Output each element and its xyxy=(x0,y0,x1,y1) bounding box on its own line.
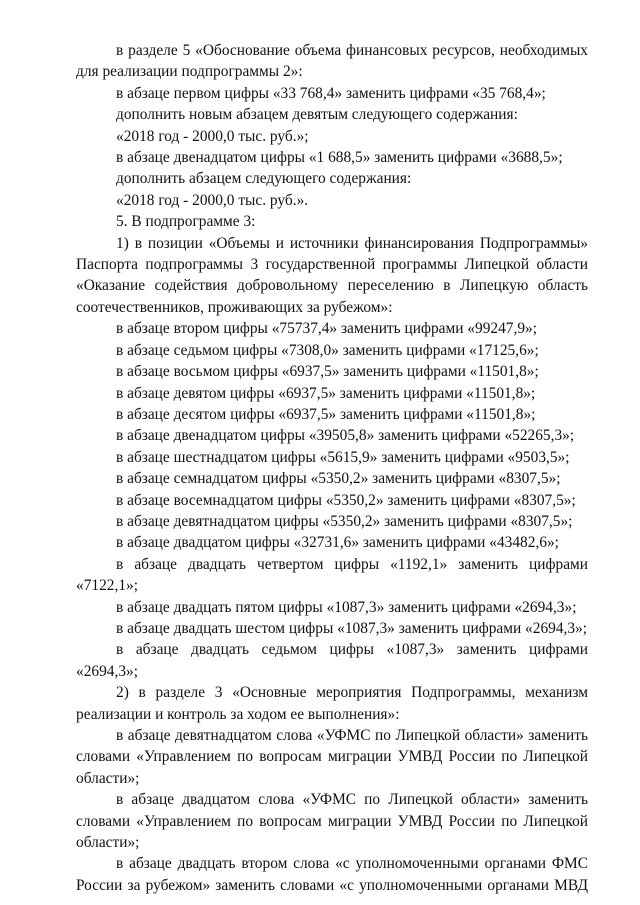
paragraph: 2) в разделе 3 «Основные мероприятия Подпрограммы, механизм реализации и контроль за ходом ее выполнения»: xyxy=(76,684,588,723)
paragraph: дополнить новым абзацем девятым следующего содержания: xyxy=(116,106,518,124)
paragraph: в разделе 5 «Обоснование объема финансовых ресурсов, необходимых для реализации подпрограммы 2»: xyxy=(76,42,588,81)
paragraph: в абзаце семнадцатом цифры «5350,2» заменить цифрами «8307,5»; xyxy=(116,470,561,488)
paragraph: в абзаце восьмом цифры «6937,5» заменить цифрами «11501,8»; xyxy=(116,363,539,381)
paragraph: в абзаце девятом цифры «6937,5» заменить цифрами «11501,8»; xyxy=(116,384,536,402)
paragraph: в абзаце двадцать шестом цифры «1087,3» заменить цифрами «2694,3»; xyxy=(116,619,588,637)
paragraph: в абзаце шестнадцатом цифры «5615,9» заменить цифрами «9503,5»; xyxy=(116,448,570,466)
paragraph: в абзаце двенадцатом цифры «39505,8» заменить цифрами «52265,3»; xyxy=(116,427,575,445)
paragraph: «2018 год - 2000,0 тыс. руб.»; xyxy=(116,127,309,145)
paragraph: в абзаце десятом цифры «6937,5» заменить цифрами «11501,8»; xyxy=(116,405,536,423)
paragraph: в абзаце двенадцатом цифры «1 688,5» заменить цифрами «3688,5»; xyxy=(116,149,563,167)
paragraph: в абзаце восемнадцатом цифры «5350,2» заменить цифрами «8307,5»; xyxy=(116,491,576,509)
paragraph: в абзаце двадцать пятом цифры «1087,3» заменить цифрами «2694,3»; xyxy=(116,598,577,616)
paragraph: в абзаце первом цифры «33 768,4» заменить цифрами «35 768,4»; xyxy=(116,84,546,102)
paragraph: в абзаце седьмом цифры «7308,0» заменить цифрами «17125,6»; xyxy=(116,341,539,359)
paragraph: «2018 год - 2000,0 тыс. руб.». xyxy=(116,191,309,209)
paragraph: 5. В подпрограмме 3: xyxy=(116,213,256,231)
paragraph: в абзаце двадцатом слова «УФМС по Липецкой области» заменить словами «Управлением по вопросам миграции УМВД России по Липецкой области»; xyxy=(76,791,588,852)
paragraph: в абзаце двадцатом цифры «32731,6» заменить цифрами «43482,6»; xyxy=(116,534,559,552)
paragraph: в абзаце девятнадцатом слова «УФМС по Липецкой области» заменить словами «Управлением по вопросам миграции УМВД России по Липецкой области»; xyxy=(76,727,588,787)
paragraph: в абзаце девятнадцатом цифры «5350,2» заменить цифрами «8307,5»; xyxy=(116,512,573,530)
document-page xyxy=(76,40,588,896)
paragraph: в абзаце втором цифры «75737,4» заменить цифрами «99247,9»; xyxy=(116,320,538,338)
paragraph: дополнить абзацем следующего содержания: xyxy=(116,170,412,188)
paragraph: в абзаце двадцать седьмом цифры «1087,3» заменить цифрами «2694,3»; xyxy=(76,641,588,680)
paragraph: в абзаце двадцать втором слова «с уполномоченными органами ФМС России за рубежом» заменить словами «с уполномоченными органами МВД xyxy=(76,855,588,894)
paragraph: 1) в позиции «Объемы и источники финансирования Подпрограммы» Паспорта подпрограммы 3 государственной программы Липецкой области «Оказание содействия добровольному переселению в Липецкую область соотечественников, проживающих за рубежом»: xyxy=(76,234,588,316)
paragraph: в абзаце двадцать четвертом цифры «1192,1» заменить цифрами «7122,1»; xyxy=(76,555,588,595)
